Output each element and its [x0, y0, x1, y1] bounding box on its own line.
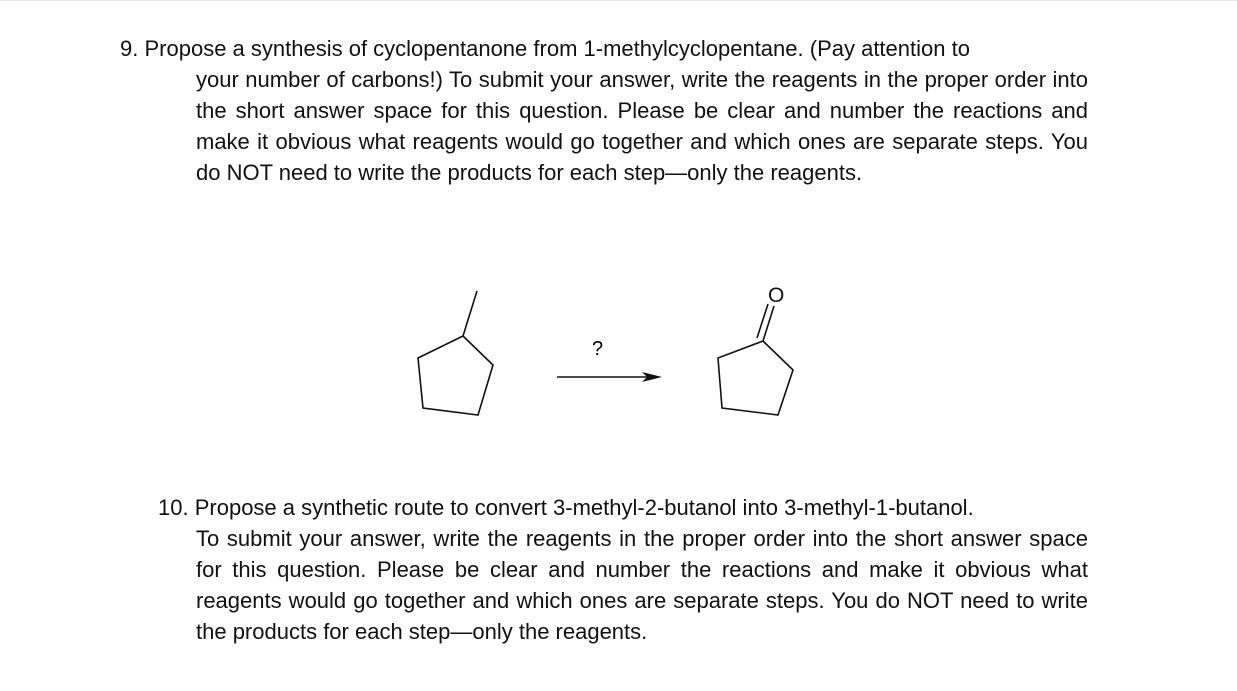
question-9-first-line-row: [120, 33, 1088, 64]
question-9-number: 9.: [120, 36, 139, 61]
question-9: [120, 33, 1088, 188]
reaction-scheme: [400, 280, 820, 430]
question-10-first-line: Propose a synthetic route to convert 3-methyl-2-butanol into 3-methyl-1-butanol.: [194, 495, 974, 520]
question-10: [158, 492, 1088, 647]
question-9-body: your number of carbons!) To submit your answer, write the reagents in the proper order into the short answer space for this question. Please be clear and number the reactions and make it obvious what reagents would go together and which ones are separate steps. You do NOT need to write the products for each step—only the reagents.: [196, 67, 1088, 185]
question-10-number: 10.: [158, 495, 189, 520]
top-divider: [0, 0, 1237, 1]
reaction-arrow: [557, 372, 662, 382]
question-10-body: To submit your answer, write the reagents in the proper order into the short answer space for this question. Please be clear and number the reactions and make it obvious what reagents would go together and which ones are separate steps. You do NOT need to write the products for each step—only the reagents.: [196, 526, 1088, 644]
oxygen-atom-label: O: [768, 284, 785, 307]
arrow-question-mark: ?: [592, 338, 604, 360]
methylcyclopentane-structure: [418, 291, 493, 415]
cyclopentanone-structure: [718, 304, 793, 415]
reaction-scheme-svg: [400, 280, 820, 430]
question-10-first-line-row: [158, 492, 1088, 523]
question-9-first-line: Propose a synthesis of cyclopentanone from 1-methylcyclopentane. (Pay attention to: [144, 36, 970, 61]
